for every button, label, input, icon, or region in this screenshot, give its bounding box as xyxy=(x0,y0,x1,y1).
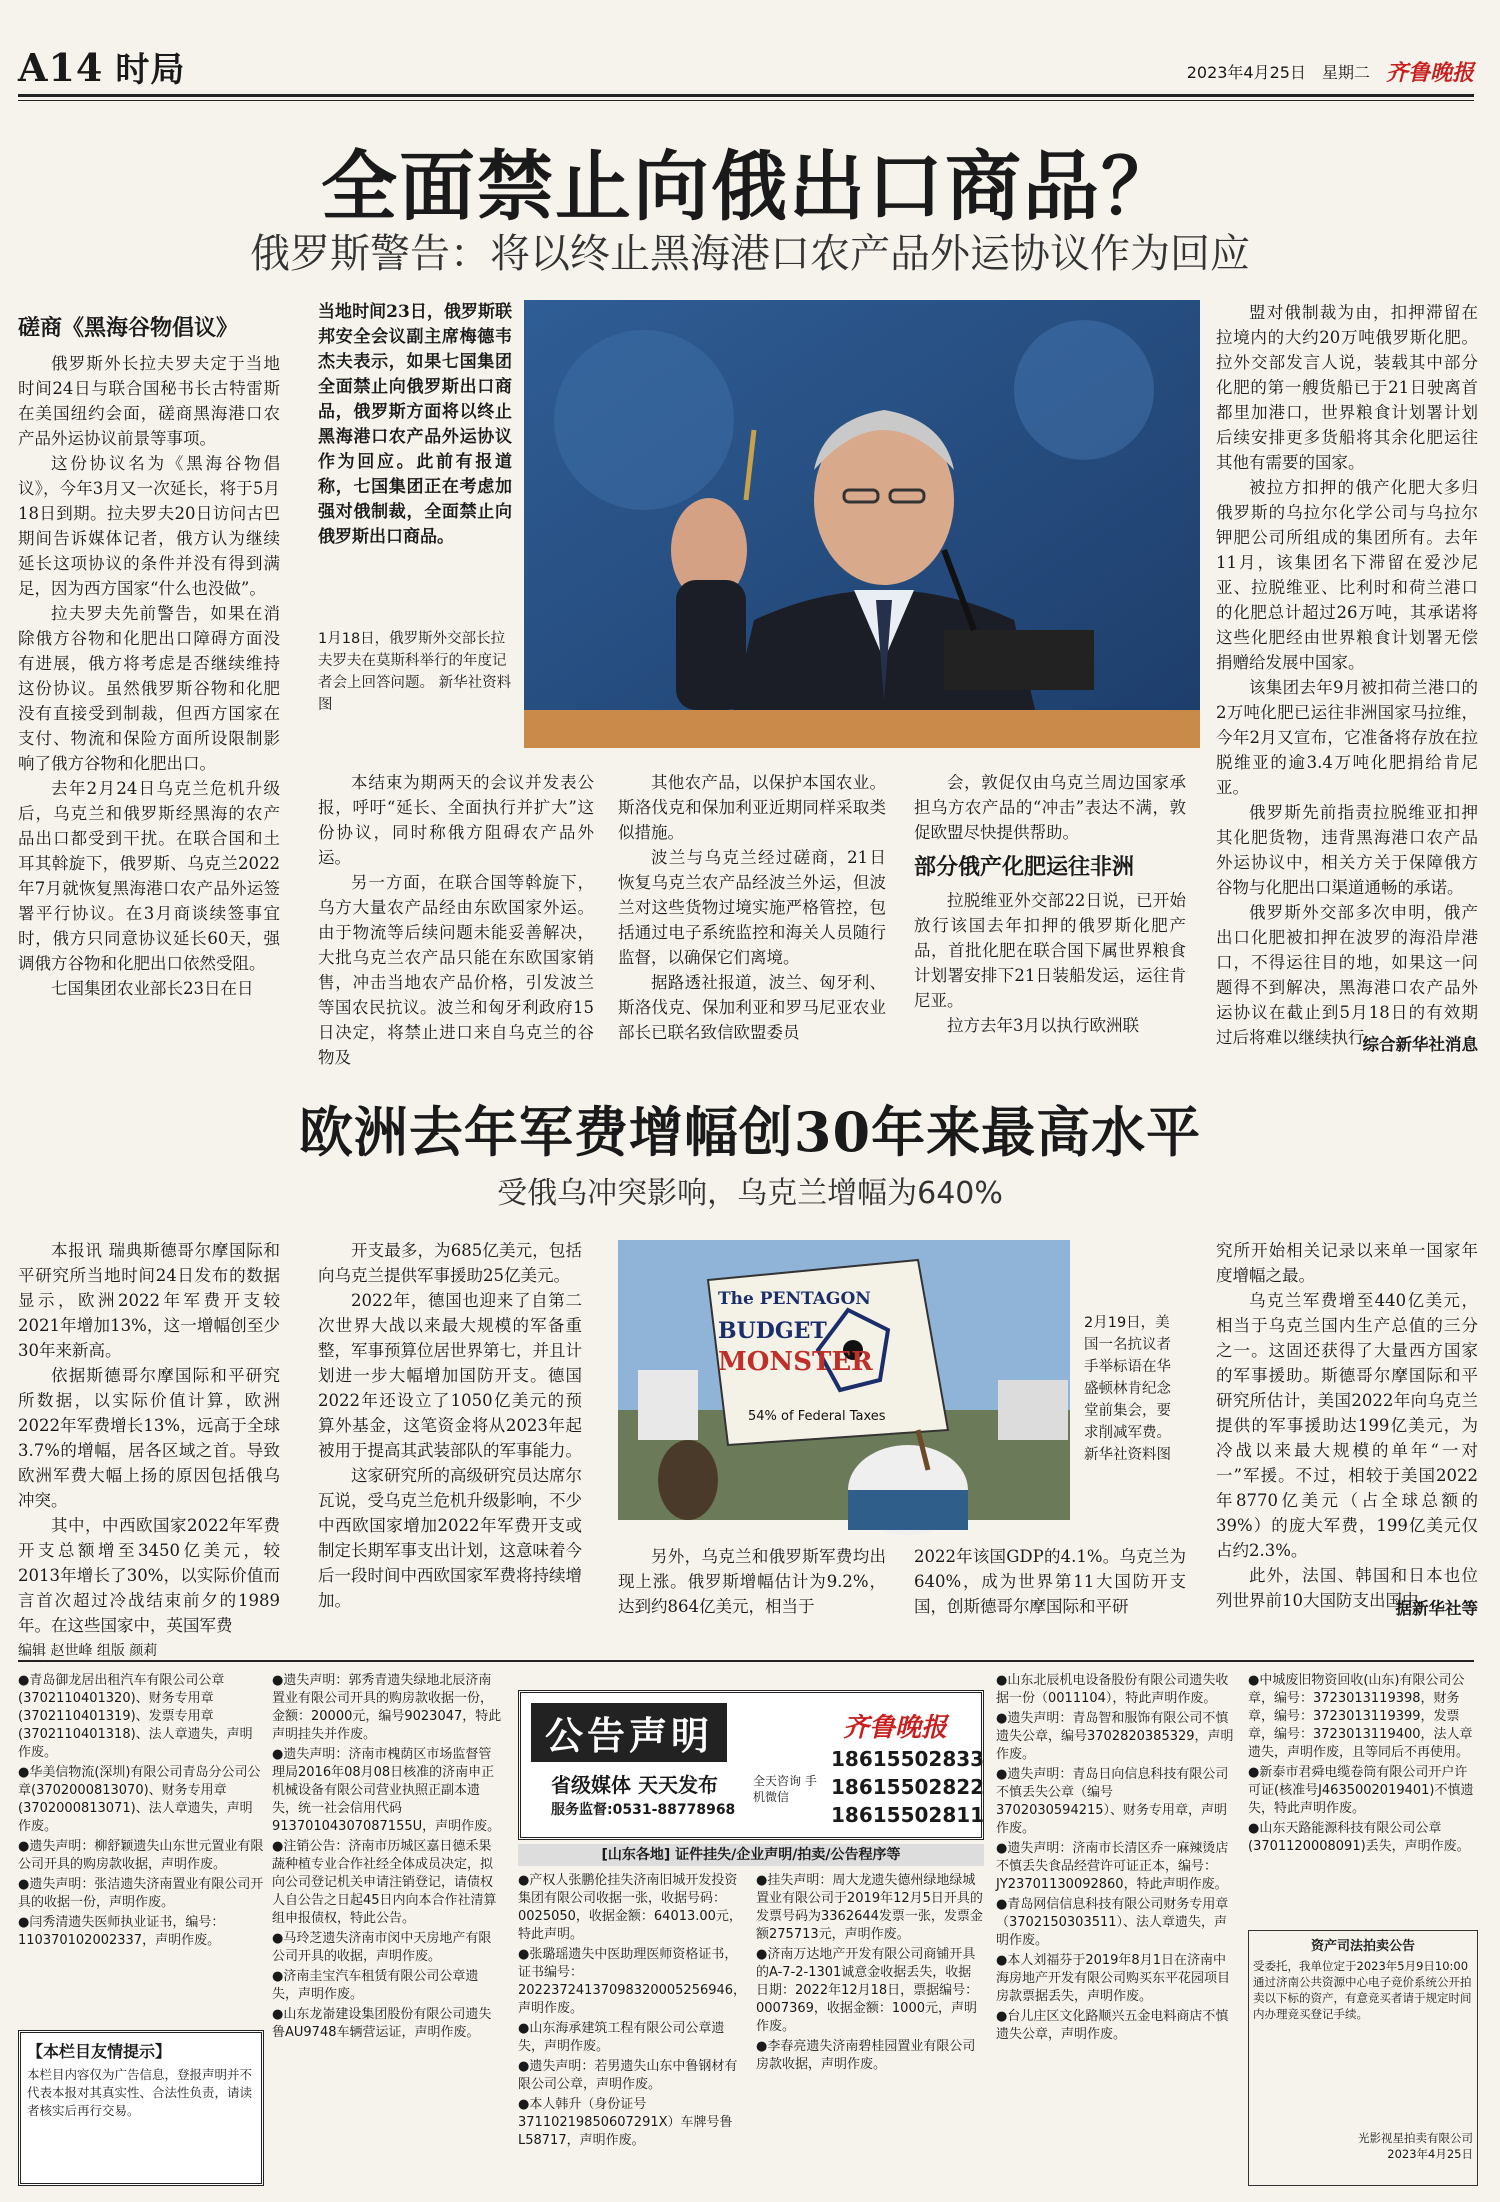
page-header-left xyxy=(18,42,185,91)
notice-box xyxy=(518,1690,984,1840)
paragraph: 被拉方扣押的俄产化肥大多归俄罗斯的乌拉尔化学公司与乌拉尔钾肥公司所组成的集团所有。去年11月，该集团名下滞留在爱沙尼亚、拉脱维亚、比利时和荷兰港口的化肥总计超过26万吨，其承诺将这些化肥经由世界粮食计划署无偿捐赠给发展中国家。 xyxy=(1216,478,1478,672)
ad-item: ●济南圭宝汽车租赁有限公司公章遗失，声明作废。 xyxy=(272,1969,479,2002)
article2-column-3 xyxy=(618,1544,886,1620)
ads-column-2 xyxy=(272,1672,502,2188)
ad-item: ●产权人张鹏伦挂失济南旧城开发投资集团有限公司收据一张，收据号码：0025050，收据金额：64013.00元，特此声明。 xyxy=(518,1873,742,1942)
ad-item: ●中城废旧物资回收(山东)有限公司公章，编号：3723013119398，财务章，编号：3723013119399，发票章，编号：3723013119400，法人章遗失，声明作废，且等同后不再使用。 xyxy=(1248,1673,1473,1760)
paragraph: 本结束为期两天的会议并发表公报，呼吁“延长、全面执行并扩大”这份协议，同时称俄方阻碍农产品外运。 xyxy=(318,773,594,867)
ad-item: ●马玲芝遗失济南市闵中天房地产有限公司开具的收据，声明作废。 xyxy=(272,1931,492,1964)
auction-org: 光影视星拍卖有限公司 xyxy=(1358,2131,1473,2145)
ad-item: ●遗失声明：郭秀青遗失绿地北辰济南置业有限公司开具的购房款收据一份，金额：20000元，编号9023047，特此声明挂失并作废。 xyxy=(272,1673,502,1742)
paper-logo: 齐鲁晚报 xyxy=(1385,60,1474,86)
page-header-right xyxy=(1187,56,1474,87)
ads-column-6 xyxy=(1248,1672,1478,1922)
ad-item: ●遗失声明：青岛智和服饰有限公司不慎遗失公章，编号3702820385329，声明作废。 xyxy=(996,1711,1234,1762)
ad-item: ●闫秀清遗失医师执业证书，编号：110370102002337，声明作废。 xyxy=(18,1915,225,1948)
paragraph: 另外，乌克兰和俄罗斯军费均出现上涨。俄罗斯增幅估计为9.2%，达到约864亿美元，相当于 xyxy=(618,1547,886,1616)
auction-text: 受委托，我单位定于2023年5月9日10:00通过济南公共资源中心电子竞价系统公开拍卖以下标的资产，有意竞买者请于规定时间内办理竞买登记手续。 xyxy=(1253,1959,1472,2021)
ads-column-4 xyxy=(756,1872,984,2188)
article1-col4-subhead: 部分俄产化肥运往非洲 xyxy=(914,854,1135,880)
notice-logo: 齐鲁晚报 xyxy=(843,1713,948,1743)
article1-column-3 xyxy=(618,770,886,1050)
notice-wechat: 全天咨询 手机微信 xyxy=(753,1774,817,1804)
paragraph: 本报讯 瑞典斯德哥尔摩国际和平研究所当地时间24日发布的数据显示，欧洲2022年军费开支较2021年增加13%，这一增幅创至少30年来新高。 xyxy=(18,1241,280,1360)
lavrov-illustration xyxy=(524,300,1200,748)
paragraph: 据路透社报道，波兰、匈牙利、斯洛伐克、保加利亚和罗马尼亚农业部长已联名致信欧盟委员 xyxy=(618,973,886,1042)
article1-subheadline: 俄罗斯警告：将以终止黑海港口农产品外运协议作为回应 xyxy=(250,231,1250,277)
ad-item: ●遗失声明：青岛日向信息科技有限公司不慎丢失公章（编号3702030594215）、财务专用章，声明作废。 xyxy=(996,1767,1229,1836)
paragraph: 这家研究所的高级研究员达席尔瓦说，受乌克兰危机升级影响，不少中西欧国家增加2022年军费开支或制定长期军事支出计划，这意味着今后一段时间中西欧国家军费将持续增加。 xyxy=(318,1466,582,1610)
paragraph: 其他农产品，以保护本国农业。斯洛伐克和保加利亚近期同样采取类似措施。 xyxy=(618,773,886,842)
notice-phone: 18615502833 xyxy=(831,1747,985,1771)
ad-item: ●张璐瑶遗失中医助理医师资格证书，证书编号：20223724137098320005256946，声明作废。 xyxy=(518,1947,747,2016)
notice-phone: 18615502822 xyxy=(831,1775,985,1799)
ad-item: ●济南万达地产开发有限公司商铺开具的A-7-2-1301诚意金收据丢失，收据日期：2022年12月18日，票据编号：0007369，收据金额：1000元，声明作废。 xyxy=(756,1947,979,2034)
header-rule xyxy=(18,94,1474,101)
paragraph: 去年2月24日乌克兰危机升级后，乌克兰和俄罗斯经黑海的农产品出口都受到干扰。在联合国和土耳其斡旋下，俄罗斯、乌克兰2022年7月就恢复黑海港口农产品外运签署平行协议。在3月商谈续签事宜时，俄方只同意协议延长60天，强调俄方谷物和化肥出口依然受阻。 xyxy=(18,779,280,973)
paragraph: 开支最多，为685亿美元，包括向乌克兰提供军事援助25亿美元。 xyxy=(318,1241,582,1285)
article2-byline: 据新华社等 xyxy=(1395,1599,1478,1618)
ads-column-5 xyxy=(996,1672,1236,2188)
notice-media: 省级媒体 天天发布 xyxy=(551,1773,718,1797)
ad-item: ●青岛网信信息科技有限公司财务专用章（3702150303511）、法人章遗失，声明作废。 xyxy=(996,1897,1229,1948)
ads-column-3 xyxy=(518,1872,748,2188)
auction-box xyxy=(1248,1930,1478,2186)
ad-item: ●李春亮遗失济南碧桂园置业有限公司房款收据，声明作废。 xyxy=(756,2039,976,2072)
paragraph: 拉夫罗夫先前警告，如果在消除俄方谷物和化肥出口障碍方面没有进展，俄方将考虑是否继续维持这份协议。虽然俄罗斯谷物和化肥没有直接受到制裁，但西方国家在支付、物流和保险方面所设限制影响了俄方谷物和化肥出口。 xyxy=(18,604,280,773)
ad-item: ●遗失声明：若男遗失山东中鲁钢材有限公司公章，声明作废。 xyxy=(518,2059,738,2092)
article1-col1-subhead: 磋商《黑海谷物倡议》 xyxy=(18,315,239,341)
tip-box xyxy=(18,2030,264,2186)
article1-byline: 综合新华社消息 xyxy=(1362,1035,1478,1054)
paragraph: 这份协议名为《黑海谷物倡议》，今年3月又一次延长，将于5月18日到期。拉夫罗夫20日访问古巴期间告诉媒体记者，俄方认为继续延长这项协议的条件并没有得到满足，因为西方国家“什么也没做”。 xyxy=(18,454,280,598)
protest-illustration xyxy=(618,1240,1070,1520)
ad-item: ●遗失声明：柳舒颖遗失山东世元置业有限公司开具的购房款收据，声明作废。 xyxy=(18,1839,264,1872)
ad-item: ●山东天路能源科技有限公司公章(3701120008091)丢失，声明作废。 xyxy=(1248,1821,1470,1854)
paragraph: 盟对俄制裁为由，扣押滞留在拉境内的大约20万吨俄罗斯化肥。拉外交部发言人说，装载其中部分化肥的第一艘货船已于21日驶离首都里加港口，世界粮食计划署计划后续安排更多货船将其余化肥运往其他有需要的国家。 xyxy=(1216,303,1478,472)
article1-column-4 xyxy=(914,770,1186,1050)
ads-column-1 xyxy=(18,1672,264,2022)
ad-item: ●台儿庄区文化路顺兴五金电料商店不慎遗失公章，声明作废。 xyxy=(996,2009,1229,2042)
paragraph: 拉方去年3月以执行欧洲联 xyxy=(947,1016,1139,1035)
ad-item: ●遗失声明：张洁遗失济南置业有限公司开具的收据一份，声明作废。 xyxy=(18,1877,264,1910)
paragraph: 究所开始相关记录以来单一国家年度增幅之最。 xyxy=(1216,1241,1478,1285)
paragraph: 俄罗斯外长拉夫罗夫定于当地时间24日与联合国秘书长古特雷斯在美国纽约会面，磋商黑海港口农产品外运协议前景等事项。 xyxy=(18,354,280,448)
article2-column-4 xyxy=(914,1544,1186,1620)
paragraph: 会，敦促仅由乌克兰周边国家承担乌方农产品的“冲击”表达不满，敦促欧盟尽快提供帮助。 xyxy=(914,773,1186,842)
notice-title: 公告声明 xyxy=(531,1703,727,1762)
section-name: 时局 xyxy=(115,50,186,90)
article2-headline: 欧洲去年军费增幅创30年来最高水平 xyxy=(298,1100,1202,1164)
paragraph: 其中，中西欧国家2022年军费开支总额增至3450亿美元，较2013年增长了30%，以实际价值而言首次超过冷战结束前夕的1989年。在这些国家中，英国军费 xyxy=(18,1516,280,1635)
ad-item: ●挂失声明：周大龙遗失德州绿地绿城置业有限公司于2019年12月5日开具的发票号码为3362644发票一张，发票金额275713元，声明作废。 xyxy=(756,1873,983,1942)
paragraph: 波兰与乌克兰经过磋商，21日恢复乌克兰农产品经波兰外运，但波兰对这些货物过境实施严格管控，包括通过电子系统监控和海关人员随行监督，以确保它们离境。 xyxy=(618,848,886,967)
ad-item: ●遗失声明：济南市长清区乔一麻辣烫店不慎丢失食品经营许可证正本，编号：JY23701130092860，特此声明作废。 xyxy=(996,1841,1229,1892)
article1-column-2 xyxy=(318,770,594,1067)
paragraph: 拉脱维亚外交部22日说，已开始放行该国去年扣押的俄罗斯化肥产品，首批化肥在联合国下属世界粮食计划署安排下21日装船发运，运往肯尼亚。 xyxy=(914,891,1186,1010)
auction-date: 2023年4月25日 xyxy=(1387,2147,1473,2161)
article1-photo-caption: 1月18日，俄罗斯外交部长拉夫罗夫在莫斯科举行的年度记者会上回答问题。 新华社资料图 xyxy=(318,631,512,713)
paragraph: 此外，法国、韩国和日本也位列世界前10大国防支出国中。 xyxy=(1216,1566,1478,1610)
lavrov-photo xyxy=(524,300,1200,748)
article2-photo-caption: 2月19日，美国一名抗议者手举标语在华盛顿林肯纪念堂前集会，要求削减军费。 新华社资料图 xyxy=(1084,1315,1171,1463)
article2-subheadline: 受俄乌冲突影响，乌克兰增幅为640% xyxy=(497,1176,1003,1211)
ad-item: ●新泰市君舜电缆卷筒有限公司开户许可证(核准号J4635002019401)不慎遗失，特此声明作废。 xyxy=(1248,1765,1474,1816)
paragraph: 2022年，德国也迎来了自第二次世界大战以来最大规模的军备重整，军事预算位居世界第七，并且计划进一步大幅增加国防开支。德国2022年还设立了1050亿美元的预算外基金，这笔资金将从2023年起被用于提高其武装部队的军事能力。 xyxy=(318,1291,582,1460)
paragraph: 俄罗斯先前指责拉脱维亚扣押其化肥货物，违背黑海港口农产品外运协议中，相关方关于保障俄方谷物与化肥出口渠道通畅的承诺。 xyxy=(1216,803,1478,897)
article1-column-1 xyxy=(18,310,280,1050)
ad-item: ●本人刘福芬于2019年8月1日在济南中海房地产开发有限公司购买东平花园项目房款票据丢失，声明作废。 xyxy=(996,1953,1231,2004)
sign-line-3: MONSTER xyxy=(718,1347,873,1377)
sign-line-4: 54% of Federal Taxes xyxy=(748,1409,886,1424)
ad-item: ●青岛御龙居出租汽车有限公司公章(3702110401320)、财务专用章(3702110401319)、发票专用章(3702110401318)、法人章遗失，声明作废。 xyxy=(18,1673,253,1760)
notice-phones xyxy=(831,1745,984,1829)
page-number: A14 xyxy=(18,45,104,90)
notice-services: [山东各地] 证件挂失/企业声明/拍卖/公告程序等 xyxy=(518,1844,984,1866)
notice-phone: 18615502811 xyxy=(831,1803,985,1827)
paragraph: 该集团去年9月被扣荷兰港口的2万吨化肥已运往非洲国家马拉维，今年2月又宣布，它准备将存放在拉脱维亚的逾3.4万吨化肥捐给肯尼亚。 xyxy=(1216,678,1478,797)
article2-column-1 xyxy=(18,1238,280,1635)
sign-line-1: The PENTAGON xyxy=(718,1289,871,1309)
article2-column-2 xyxy=(318,1238,582,1620)
article1-lead: 当地时间23日，俄罗斯联邦安全会议副主席梅德韦杰夫表示，如果七国集团全面禁止向俄罗斯出口商品，俄罗斯方面将以终止黑海港口农产品外运协议作为回应。此前有报道称，七国集团正在考虑加强对俄制裁，全面禁止向俄罗斯出口商品。 xyxy=(318,302,512,547)
notice-hotline: 服务监督:0531-88778968 xyxy=(551,1802,736,1818)
ad-item: ●注销公告：济南市历城区嘉日德禾果蔬种植专业合作社经全体成员决定，拟向公司登记机关申请注销登记，请债权人自公告之日起45日内向本合作社清算组申报债权，特此公告。 xyxy=(272,1839,497,1926)
paragraph: 七国集团农业部长23日在日 xyxy=(51,979,254,998)
paragraph: 俄罗斯外交部多次申明，俄产出口化肥被扣押在波罗的海沿岸港口，不得运往目的地，如果这一问题得不到解决，黑海港口农产品外运协议在截止到5月18日的有效期过后将难以继续执行。 xyxy=(1216,903,1478,1047)
issue-weekday: 星期二 xyxy=(1321,63,1370,82)
paragraph: 2022年该国GDP的4.1%。乌克兰为640%，成为世界第11大国防开支国，创斯德哥尔摩国际和平研 xyxy=(914,1547,1186,1616)
paragraph: 乌克兰军费增至440亿美元，相当于乌克兰国内生产总值的三分之一。这固还获得了大量西方国家的军事援助。斯德哥尔摩国际和平研究所估计，美国2022年向乌克兰提供的军事援助达199亿美元，为冷战以来最大规模的单年“一对一”军援。不过，相较于美国2022年8770亿美元（占全球总额的39%）的庞大军费，199亿美元仅占约2.3%。 xyxy=(1216,1291,1478,1560)
tip-title: 【本栏目友情提示】 xyxy=(27,2042,172,2061)
ad-item: ●遗失声明：济南市槐荫区市场监督管理局2016年08月08日核准的济南申正机械设备有限公司营业执照正副本遗失，统一社会信用代码91370104307087155U，声明作废。 xyxy=(272,1747,501,1834)
editor-rule xyxy=(18,1660,1474,1662)
protest-photo xyxy=(618,1240,1070,1520)
ad-item: ●华美信物流(深圳)有限公司青岛分公司公章(3702000813070)、财务专用章(3702000813071)、法人章遗失，声明作废。 xyxy=(18,1765,261,1834)
sign-line-2: BUDGET xyxy=(718,1318,827,1344)
ad-item: ●山东北辰机电设备股份有限公司遗失收据一份（0011104），特此声明作废。 xyxy=(996,1673,1229,1706)
issue-date: 2023年4月25日 xyxy=(1186,63,1306,82)
editor-line: 编辑 赵世峰 组版 颜莉 xyxy=(18,1643,158,1659)
paragraph: 另一方面，在联合国等斡旋下，乌方大量农产品经由东欧国家外运。由于物流等后续问题未能妥善解决，大批乌克兰农产品只能在东欧国家销售，冲击当地农产品价格，引发波兰等国农民抗议。波兰和匈牙利政府15日决定，将禁止进口来自乌克兰的谷物及 xyxy=(318,873,594,1067)
ad-item: ●山东海承建筑工程有限公司公章遗失，声明作废。 xyxy=(518,2021,725,2054)
article1-headline: 全面禁止向俄出口商品？ xyxy=(321,142,1179,231)
tip-text: 本栏目内容仅为广告信息，登报声明并不代表本报对其真实性、合法性负责，请读者核实后再行交易。 xyxy=(27,2067,253,2118)
paragraph: 依据斯德哥尔摩国际和平研究所数据，以实际价值计算，欧洲2022年军费增长13%，远高于全球3.7%的增幅，居各区域之首。导致欧洲军费大幅上扬的原因包括俄乌冲突。 xyxy=(18,1366,280,1510)
auction-title: 资产司法拍卖公告 xyxy=(1310,1939,1415,1954)
ad-item: ●本人韩升（身份证号37110219850607291X）车牌号鲁L58717，声明作废。 xyxy=(518,2097,733,2148)
ad-item: ●山东龙嵛建设集团股份有限公司遗失鲁AU9748车辆营运证，声明作废。 xyxy=(272,2007,492,2040)
